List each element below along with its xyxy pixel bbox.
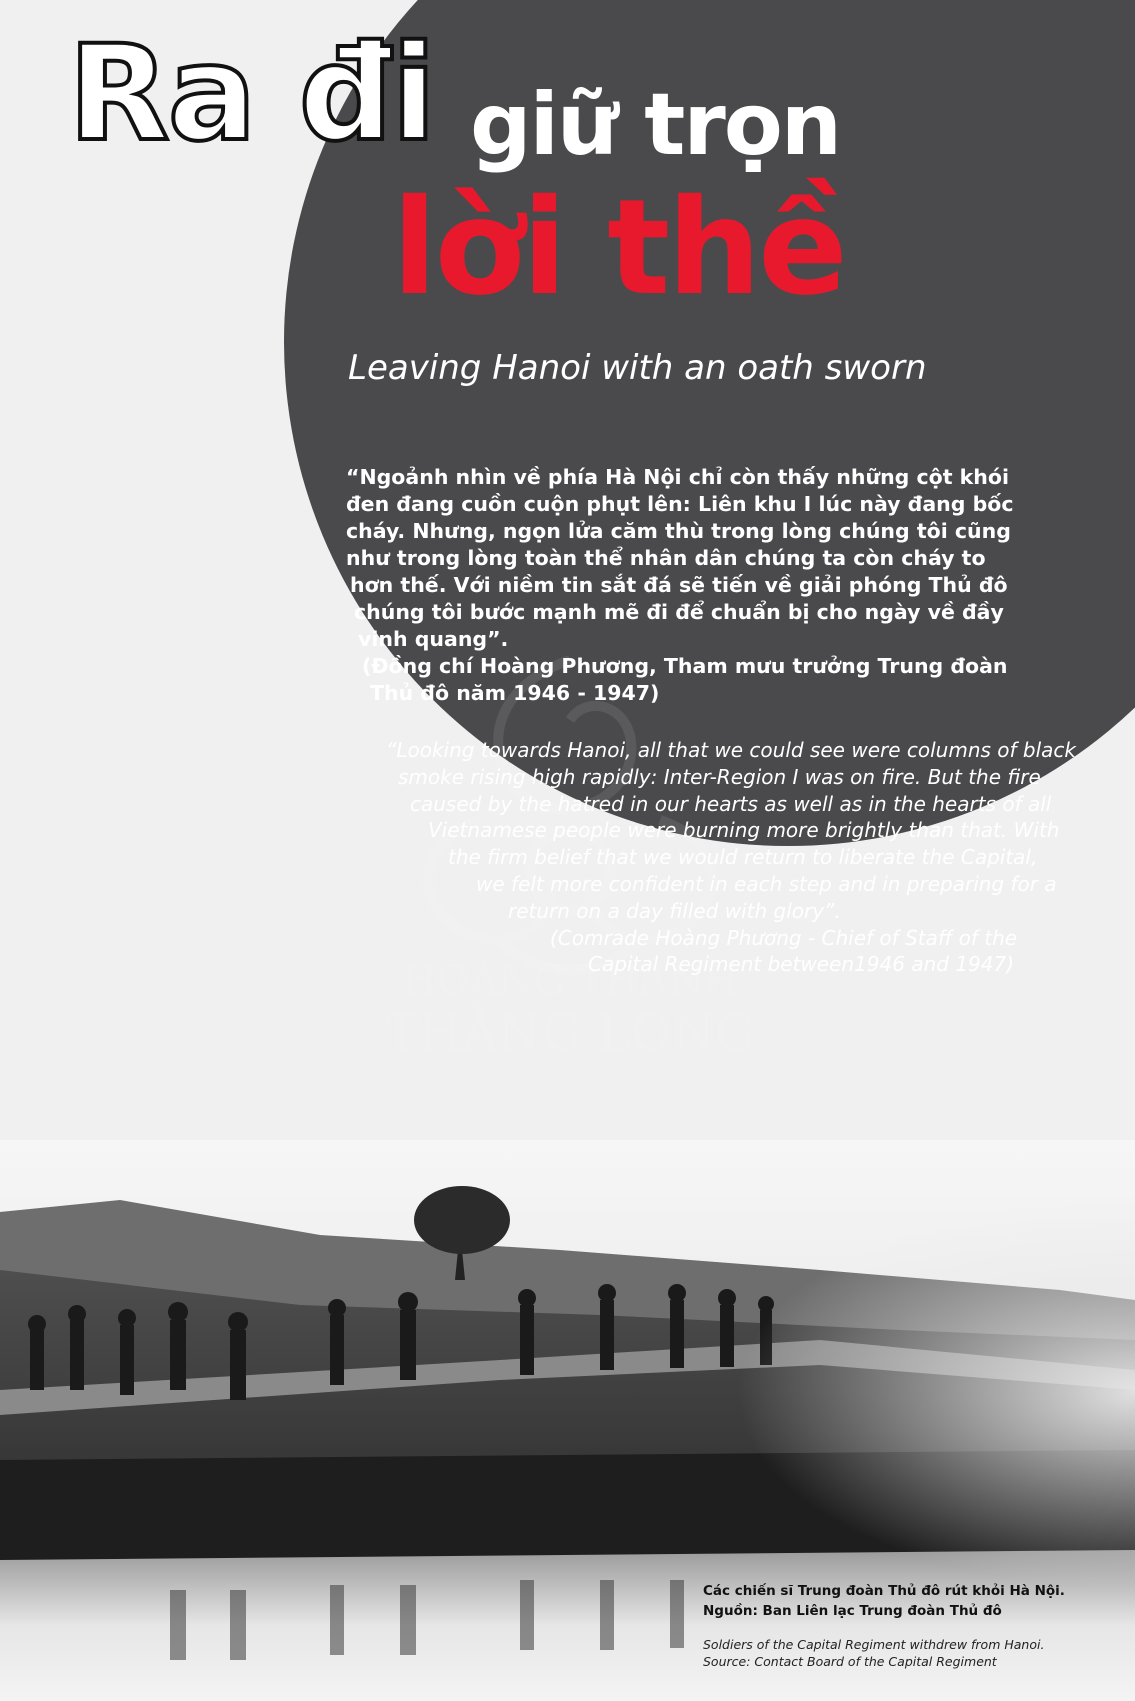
quote-vi-attribution: Thủ đô năm 1946 - 1947) [370,681,660,705]
quote-vi-line: chúng tôi bước mạnh mẽ đi để chuẩn bị cho ngày về đầy [354,600,1004,624]
quote-vi-line: vinh quang”. [358,627,509,651]
watermark-line-2: THĂNG LONG [384,1004,756,1062]
title-line-1: Ra đi [68,17,435,171]
english-quote [386,737,1076,978]
quote-en-line: return on a day filled with glory”. [508,898,841,923]
caption-vi-line-2: Nguồn: Ban Liên lạc Trung đoàn Thủ đô [703,1603,1002,1619]
quote-vi-line: “Ngoảnh nhìn về phía Hà Nội chỉ còn thấy những cột khói [346,465,1009,489]
photo-caption-vietnamese [703,1581,1065,1621]
caption-en-line-2: Source: Contact Board of the Capital Regiment [703,1654,997,1669]
watermark-line-1: HOÀNG THÀNH [401,958,739,1004]
title-line-3: lời thề [392,171,845,325]
quote-en-line: Vietnamese people were burning more brightly than that. With [428,818,1060,843]
quote-en-line: “Looking towards Hanoi, all that we could see were columns of black [386,738,1076,762]
quote-en-line: we felt more confident in each step and in preparing for a [476,871,1057,896]
quote-en-attribution: Capital Regiment between1946 and 1947) [588,952,1015,977]
quote-vi-line: như trong lòng toàn thể nhân dân chúng ta còn cháy to [346,546,986,570]
title-line-2: giữ trọn [470,75,841,175]
quote-vi-line: hơn thế. Với niềm tin sắt đá sẽ tiến về giải phóng Thủ đô [350,573,1008,597]
quote-vi-line: cháy. Nhưng, ngọn lửa căm thù trong lòng chúng tôi cũng [346,519,1011,543]
quote-vi-attribution: (Đồng chí Hoàng Phương, Tham mưu trưởng Trung đoàn [362,654,1008,678]
english-subtitle: Leaving Hanoi with an oath sworn [348,348,927,388]
quote-vi-line: đen đang cuồn cuộn phụt lên: Liên khu I lúc này đang bốc [346,492,1014,516]
quote-en-line: the firm belief that we would return to liberate the Capital, [448,845,1038,870]
quote-en-line: caused by the hatred in our hearts as well as in the hearts of all [410,791,1052,816]
caption-en-line-1: Soldiers of the Capital Regiment withdrew from Hanoi. [703,1637,1045,1652]
caption-vi-line-1: Các chiến sĩ Trung đoàn Thủ đô rút khỏi Hà Nội. [703,1583,1065,1599]
photo-caption-english [703,1636,1044,1670]
quote-en-line: smoke rising high rapidly: Inter-Region I was on fire. But the fire [398,764,1041,789]
quote-en-attribution: (Comrade Hoàng Phương - Chief of Staff of the [550,925,1018,950]
vietnamese-quote [346,464,1046,707]
